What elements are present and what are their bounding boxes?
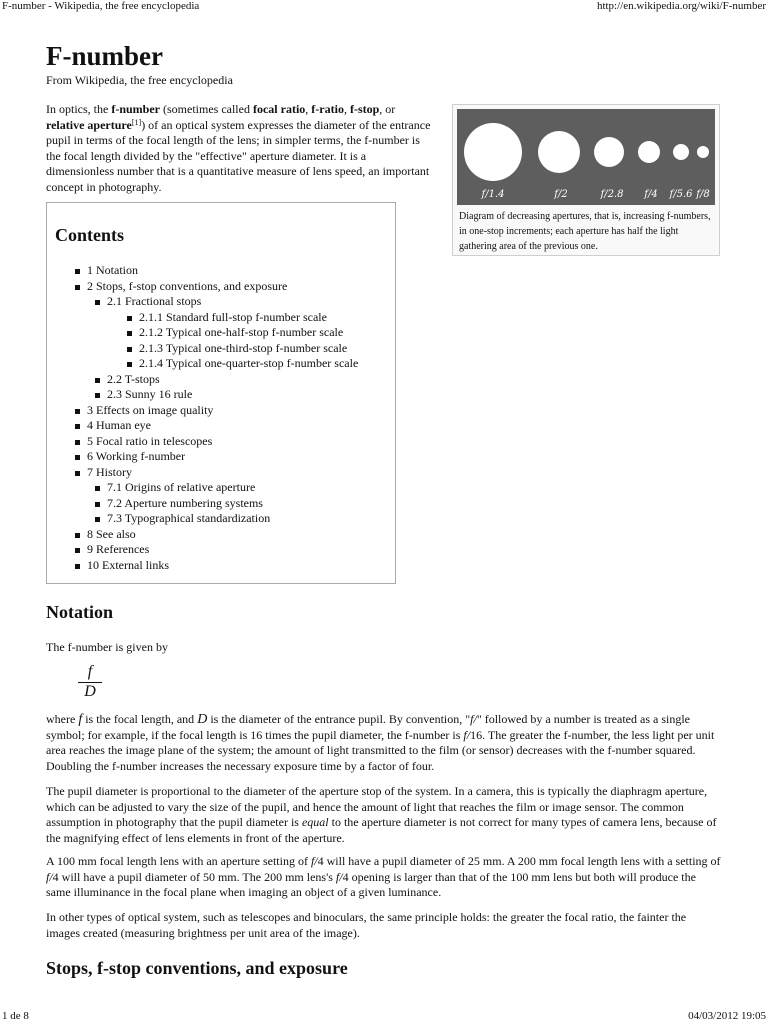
toc-item[interactable]: 2 Stops, f-stop conventions, and exposure	[75, 279, 358, 295]
toc-item[interactable]: 2.1.3 Typical one-third-stop f-number scale	[75, 341, 358, 357]
figure-caption: Diagram of decreasing apertures, that is, increasing f-numbers, in one-stop increments; each aperture has half the light gathering area of the previous one.	[459, 211, 711, 252]
toc-item[interactable]: 7.3 Typographical standardization	[75, 511, 358, 527]
aperture-circle-f1.4	[464, 123, 522, 181]
table-of-contents	[46, 202, 396, 584]
toc-title: Contents	[55, 225, 125, 245]
intro-paragraph: In optics, the f-number (sometimes called focal ratio, f-ratio, f-stop, or relative aperture[1]) of an optical system expresses the diameter of the entrance pupil in terms of the focal length of the lens; in simpler terms, the f-number is the focal length divided by the "effective" aperture diameter. It is a dimensionless number that is a quantitative measure of lens speed, an important concept in photography.	[46, 102, 431, 194]
aperture-circle-f2	[538, 131, 580, 173]
print-header-url[interactable]: http://en.wikipedia.org/wiki/F-number	[596, 0, 766, 12]
term-f-number: f-number	[111, 102, 160, 116]
math-symbol-f-slash: f/	[310, 854, 318, 868]
aperture-label: f/2.8	[600, 189, 624, 200]
article-page	[46, 40, 722, 978]
aperture-figure	[452, 104, 720, 256]
print-timestamp: 04/03/2012 19:05	[688, 1010, 766, 1022]
toc-item[interactable]: 5 Focal ratio in telescopes	[75, 434, 358, 450]
aperture-label: f/1.4	[481, 189, 505, 200]
formula-denominator: D	[84, 683, 96, 700]
section-heading-notation: Notation	[46, 602, 113, 622]
math-symbol-D: D	[197, 712, 208, 727]
page-title: F-number	[46, 41, 163, 71]
toc-item[interactable]: 2.3 Sunny 16 rule	[75, 387, 358, 403]
term-f-stop: f-stop	[349, 102, 380, 116]
print-header	[0, 0, 768, 12]
section-heading-stops: Stops, f-stop conventions, and exposure	[46, 958, 348, 978]
toc-item[interactable]: 3 Effects on image quality	[75, 403, 358, 419]
math-symbol-f-slash: f/	[470, 712, 477, 726]
toc-item[interactable]: 2.1 Fractional stops	[75, 294, 358, 310]
aperture-circle-f2.8	[594, 137, 624, 167]
formula-numerator: f	[87, 663, 93, 680]
aperture-label: f/5.6	[669, 189, 693, 200]
notation-paragraph-3: A 100 mm focal length lens with an aperture setting of f/4 will have a pupil diameter of 25 mm. A 200 mm focal length lens with a setting of f/4 will have a pupil diameter of 50 mm. The 200 mm lens's f/4 opening is larger than that of the 100 mm lens but both will produce the same illuminance in the focal plane when imaging an object of a given luminance.	[46, 854, 721, 900]
aperture-diagram[interactable]	[457, 109, 715, 205]
page-number: 1 de 8	[2, 1010, 29, 1022]
toc-item[interactable]: 9 References	[75, 542, 358, 558]
term-relative-aperture: relative aperture	[46, 117, 132, 132]
aperture-circle-f8	[697, 146, 709, 158]
aperture-label: f/2	[554, 189, 568, 200]
toc-item[interactable]: 2.2 T-stops	[75, 372, 358, 388]
math-symbol-f: f	[78, 712, 83, 727]
term-f-ratio: f-ratio	[311, 102, 344, 116]
aperture-circle-f4	[638, 141, 660, 163]
reference-link[interactable]: [1]	[131, 117, 142, 127]
toc-item[interactable]: 8 See also	[75, 527, 358, 543]
math-symbol-f-slash: f/	[463, 727, 471, 742]
toc-item[interactable]: 2.1.4 Typical one-quarter-stop f-number scale	[75, 356, 358, 372]
toc-item[interactable]: 6 Working f-number	[75, 449, 358, 465]
notation-paragraph-4: In other types of optical system, such as telescopes and binoculars, the same principle holds: the greater the focal ratio, the fainter the images created (measuring brightness per unit area of the image).	[46, 910, 687, 940]
toc-item[interactable]: 7.1 Origins of relative aperture	[75, 480, 358, 496]
notation-paragraph-1: where f is the focal length, and D is the diameter of the entrance pupil. By convention, "f/" followed by a number is treated as a single symbol; for example, if the focal length is 16 times the pupil diameter, the f-number is f/16. The greater the f-number, the less light per unit area reaches the image plane of the system; the amount of light transmitted to the film (or sensor) decreases with the f-number squared. Doubling the f-number increases the necessary exposure time by a factor of four.	[46, 712, 715, 773]
math-symbol-f-slash: f/	[335, 869, 343, 884]
toc-item[interactable]: 7 History	[75, 465, 358, 481]
toc-item[interactable]: 4 Human eye	[75, 418, 358, 434]
toc-item[interactable]: 2.1.1 Standard full-stop f-number scale	[75, 310, 358, 326]
emphasis-equal: equal	[301, 815, 329, 830]
notation-paragraph-2: The pupil diameter is proportional to the diameter of the aperture stop of the system. In a camera, this is typically the diaphragm aperture, which can be adjusted to vary the size of the pupil, and hence the amount of light that reaches the film or image sensor. The common assumption in photography that the pupil diameter is equal to the aperture diameter is not correct for many types of camera lens, because of the magnifying effect of lens elements in front of the aperture.	[46, 784, 717, 845]
f-number-formula	[78, 663, 102, 700]
toc-item[interactable]: 7.2 Aperture numbering systems	[75, 496, 358, 512]
toc-item[interactable]: 1 Notation	[75, 263, 358, 279]
page-tagline: From Wikipedia, the free encyclopedia	[46, 73, 233, 87]
toc-item[interactable]: 10 External links	[75, 558, 358, 574]
toc-item[interactable]: 2.1.2 Typical one-half-stop f-number scale	[75, 325, 358, 341]
aperture-label: f/4	[644, 189, 658, 200]
aperture-circle-f5.6	[673, 144, 689, 160]
print-header-title: F-number - Wikipedia, the free encyclopedia	[2, 0, 200, 12]
notation-given-by: The f-number is given by	[46, 640, 168, 654]
math-symbol-f-slash: f/	[46, 869, 53, 884]
toc-list	[75, 263, 358, 573]
print-footer	[0, 1010, 768, 1022]
term-focal-ratio: focal ratio	[252, 102, 306, 116]
aperture-label: f/8	[696, 189, 710, 200]
